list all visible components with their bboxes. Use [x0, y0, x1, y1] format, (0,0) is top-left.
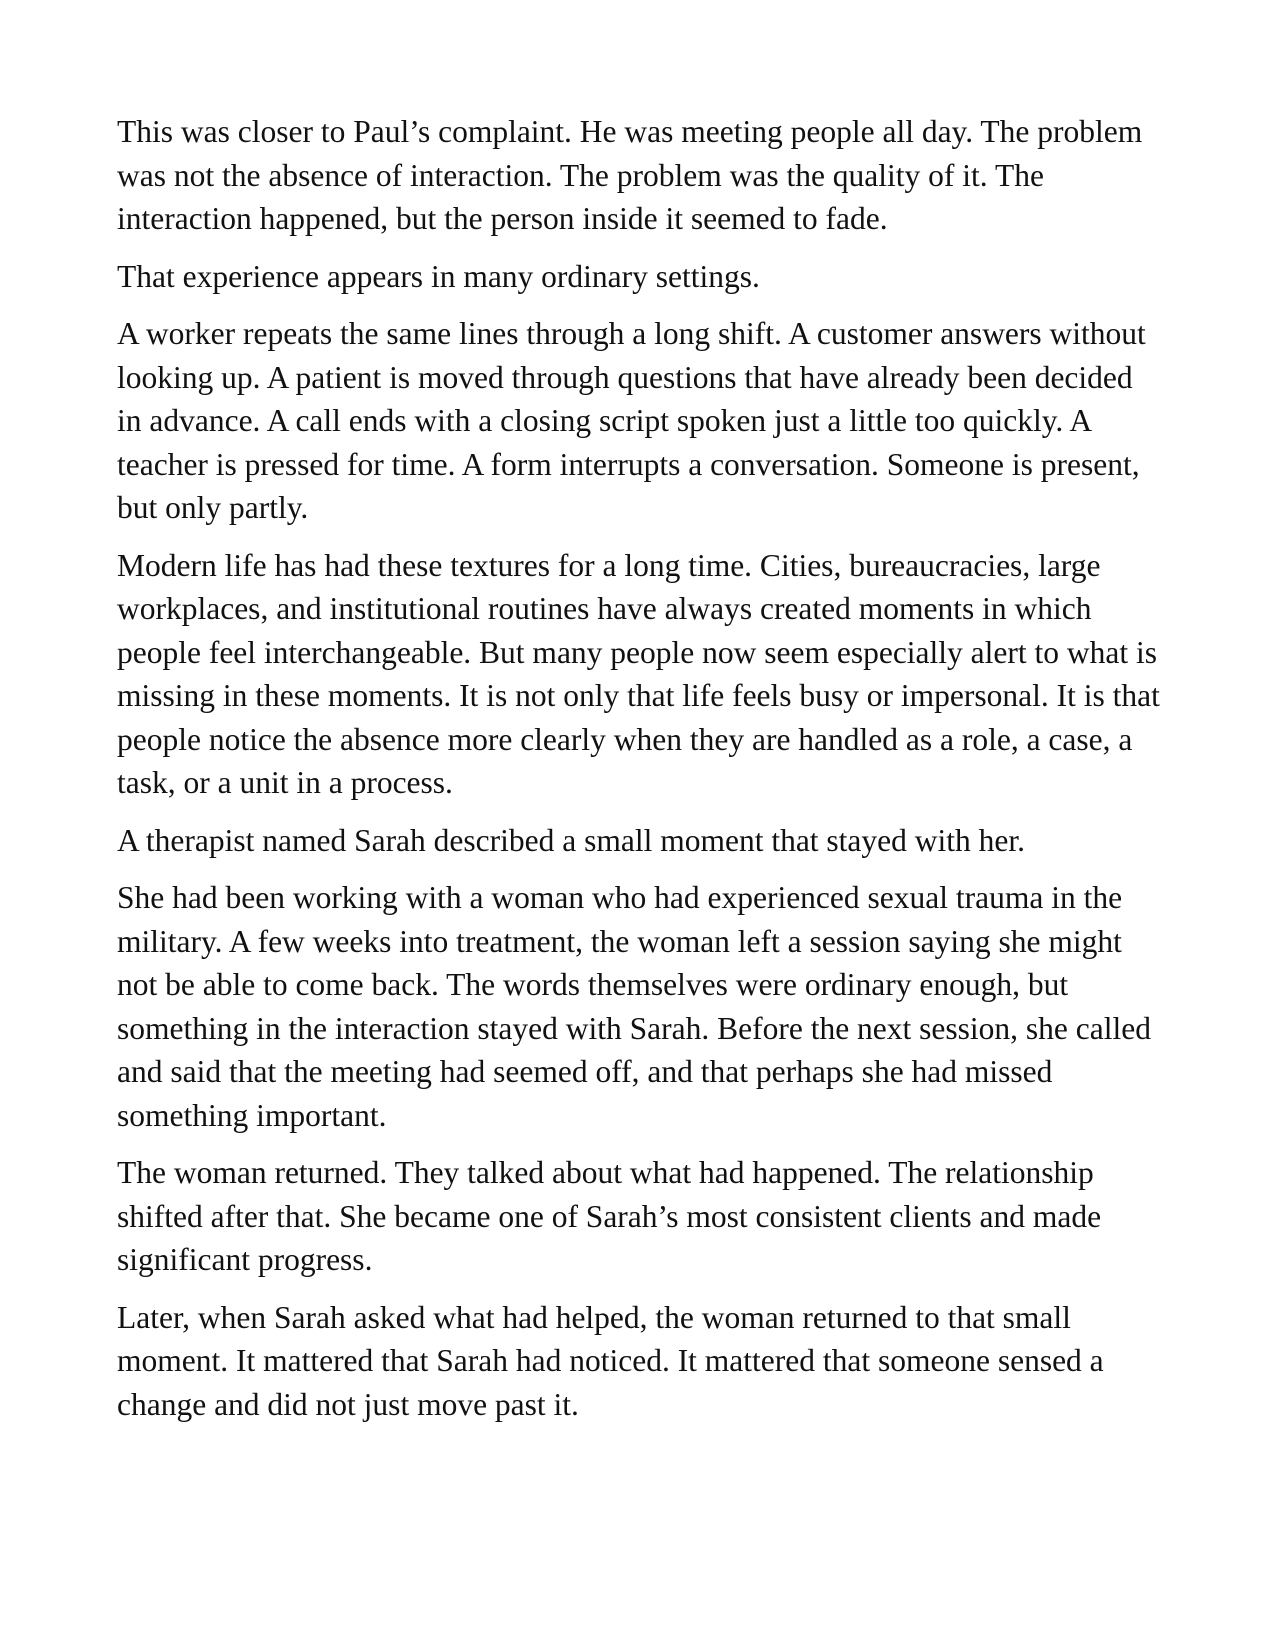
paragraph-8: Later, when Sarah asked what had helped, the woman returned to that small moment. It mattered that Sarah had noticed. It mattered that someone sensed a change and did not just move past it.	[117, 1299, 1104, 1422]
paragraph-4: Modern life has had these textures for a long time. Cities, bureaucracies, large workplaces, and institutional routines have always created moments in which people feel interchangeable. But many people now seem especially alert to what is missing in these moments. It is not only that life feels busy or impersonal. It is that people notice the absence more clearly when they are handled as a role, a case, a task, or a unit in a process.	[117, 547, 1160, 800]
paragraph-7: The woman returned. They talked about what had happened. The relationship shifted after that. She became one of Sarah’s most consistent clients and made significant progress.	[117, 1155, 1102, 1277]
paragraph-2: That experience appears in many ordinary settings.	[117, 258, 760, 294]
document-page	[117, 110, 1162, 1440]
paragraph-6: She had been working with a woman who had experienced sexual trauma in the military. A few weeks into treatment, the woman left a session saying she might not be able to come back. The words themselves were ordinary enough, but something in the interaction stayed with Sarah. Before the next session, she called and said that the meeting had seemed off, and that perhaps she had missed something important.	[117, 880, 1151, 1133]
paragraph-1: This was closer to Paul’s complaint. He was meeting people all day. The problem was not the absence of interaction. The problem was the quality of it. The interaction happened, but the person inside it seemed to fade.	[117, 114, 1143, 236]
paragraph-5: A therapist named Sarah described a small moment that stayed with her.	[117, 822, 1026, 858]
paragraph-3: A worker repeats the same lines through a long shift. A customer answers without looking up. A patient is moved through questions that have already been decided in advance. A call ends with a closing script spoken just a little too quickly. A teacher is pressed for time. A form interrupts a conversation. Someone is present, but only partly.	[117, 316, 1146, 525]
